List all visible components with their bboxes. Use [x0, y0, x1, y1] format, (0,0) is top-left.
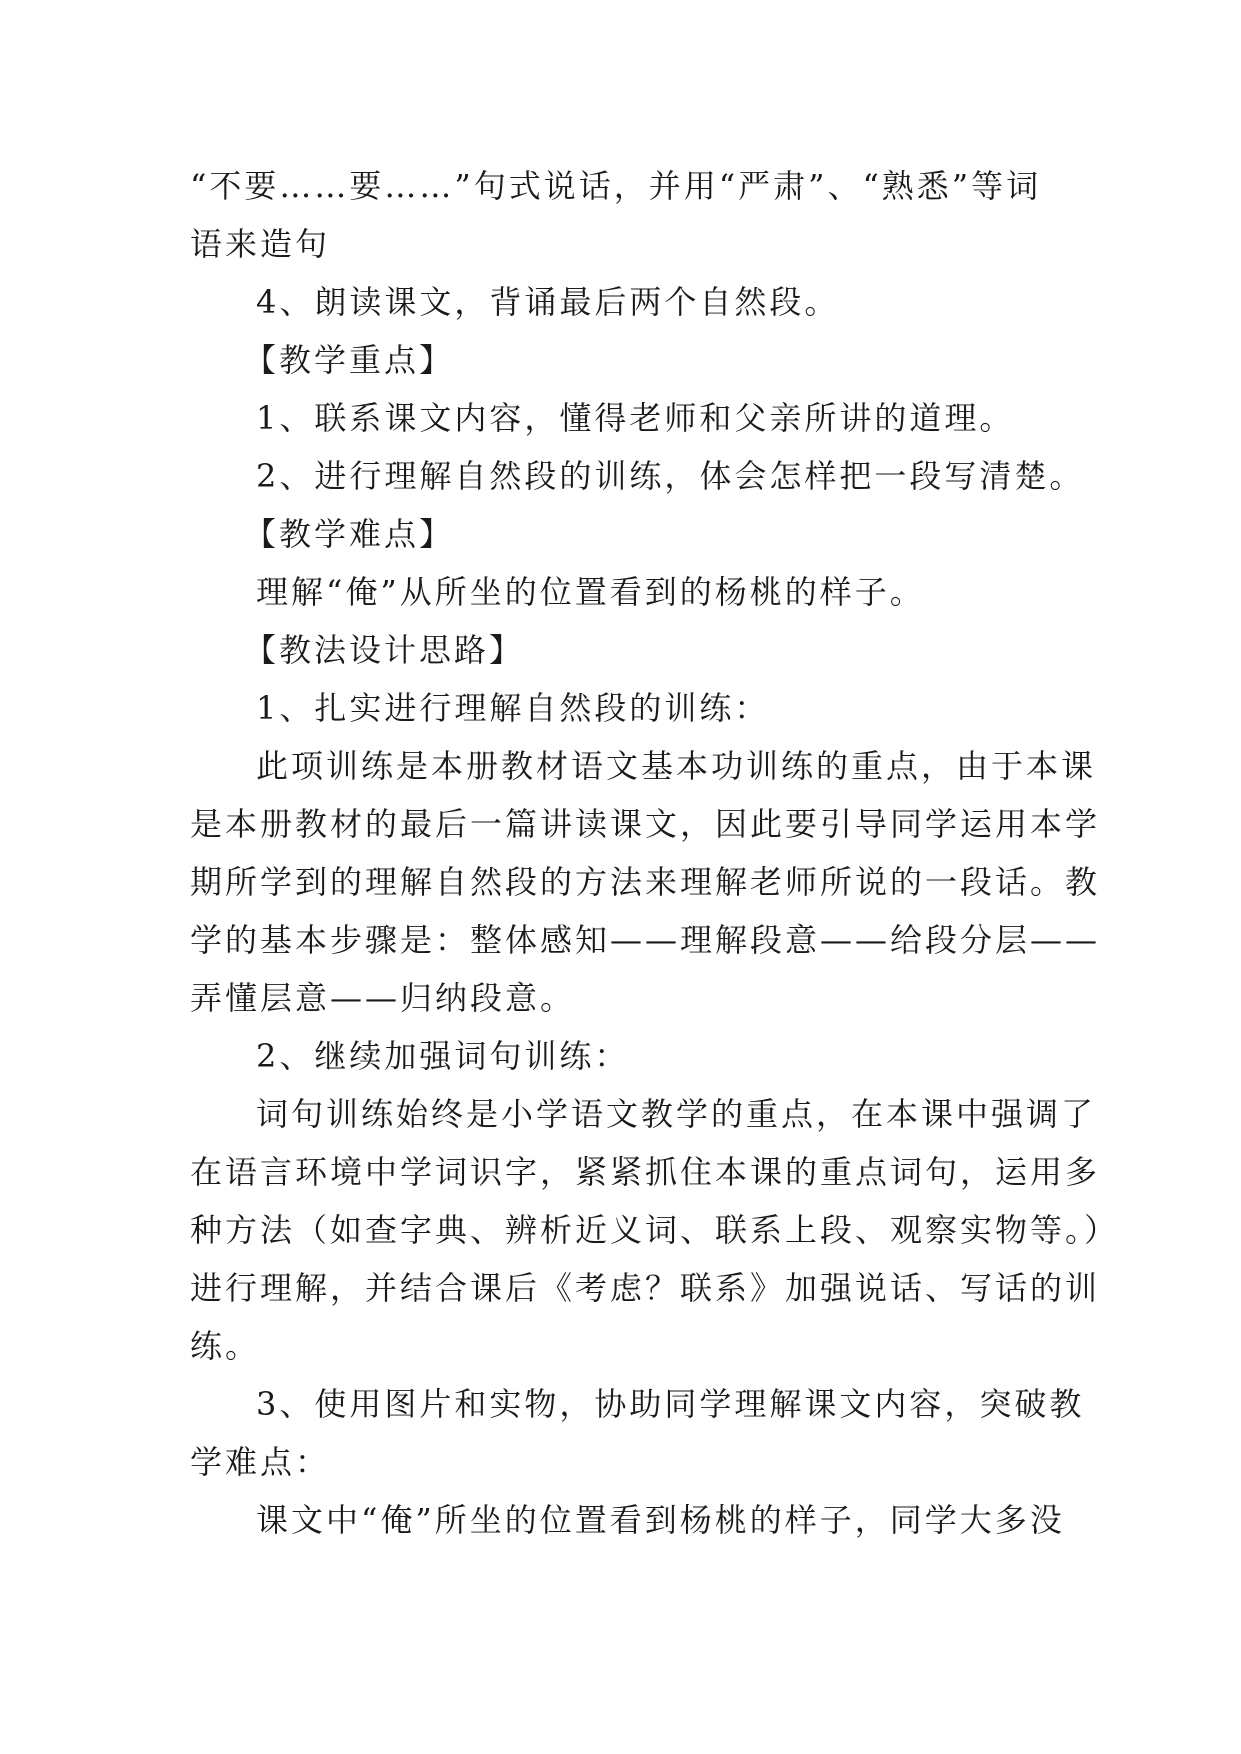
- text-line: 2、进行理解自然段的训练，体会怎样把一段写清楚。: [256, 457, 1085, 495]
- text-line: 是本册教材的最后一篇讲读课文，因此要引导同学运用本学: [190, 805, 1101, 843]
- document-body: [190, 157, 1120, 1549]
- text-line: 词句训练始终是小学语文教学的重点，在本课中强调了: [256, 1095, 1097, 1133]
- text-line: 4、朗读课文，背诵最后两个自然段。: [256, 283, 840, 321]
- text-line: “不要……要……”句式说话，并用“严肃”、“熟悉”等词: [190, 167, 1042, 205]
- section-heading-method-design: 【教法设计思路】: [244, 631, 525, 669]
- text-line: 此项训练是本册教材语文基本功训练的重点，由于本课: [256, 747, 1097, 785]
- text-line: 1、扎实进行理解自然段的训练：: [256, 689, 770, 727]
- text-line: 弄懂层意——归纳段意。: [190, 979, 576, 1017]
- text-line: 进行理解，并结合课后《考虑？联系》加强说话、写话的训: [190, 1269, 1101, 1307]
- section-heading-teaching-focus: 【教学重点】: [244, 341, 455, 379]
- text-line: 课文中“俺”所坐的位置看到杨桃的样子，同学大多没: [256, 1501, 1065, 1539]
- text-line: 学难点：: [190, 1443, 331, 1481]
- text-line: 语来造句: [190, 225, 331, 263]
- text-line: 1、联系课文内容，懂得老师和父亲所讲的道理。: [256, 399, 1015, 437]
- text-line: 2、继续加强词句训练：: [256, 1037, 630, 1075]
- text-line: 在语言环境中学词识字，紧紧抓住本课的重点词句，运用多: [190, 1153, 1101, 1191]
- text-line: 练。: [190, 1327, 261, 1365]
- text-line: 理解“俺”从所坐的位置看到的杨桃的样子。: [256, 573, 925, 611]
- text-line: 学的基本步骤是：整体感知——理解段意——给段分层——: [190, 921, 1101, 959]
- text-line: 种方法（如查字典、辨析近义词、联系上段、观察实物等。）: [190, 1211, 1120, 1249]
- text-line: 3、使用图片和实物，协助同学理解课文内容，突破教: [256, 1385, 1085, 1423]
- section-heading-teaching-difficulty: 【教学难点】: [244, 515, 455, 553]
- text-line: 期所学到的理解自然段的方法来理解老师所说的一段话。教: [190, 863, 1101, 901]
